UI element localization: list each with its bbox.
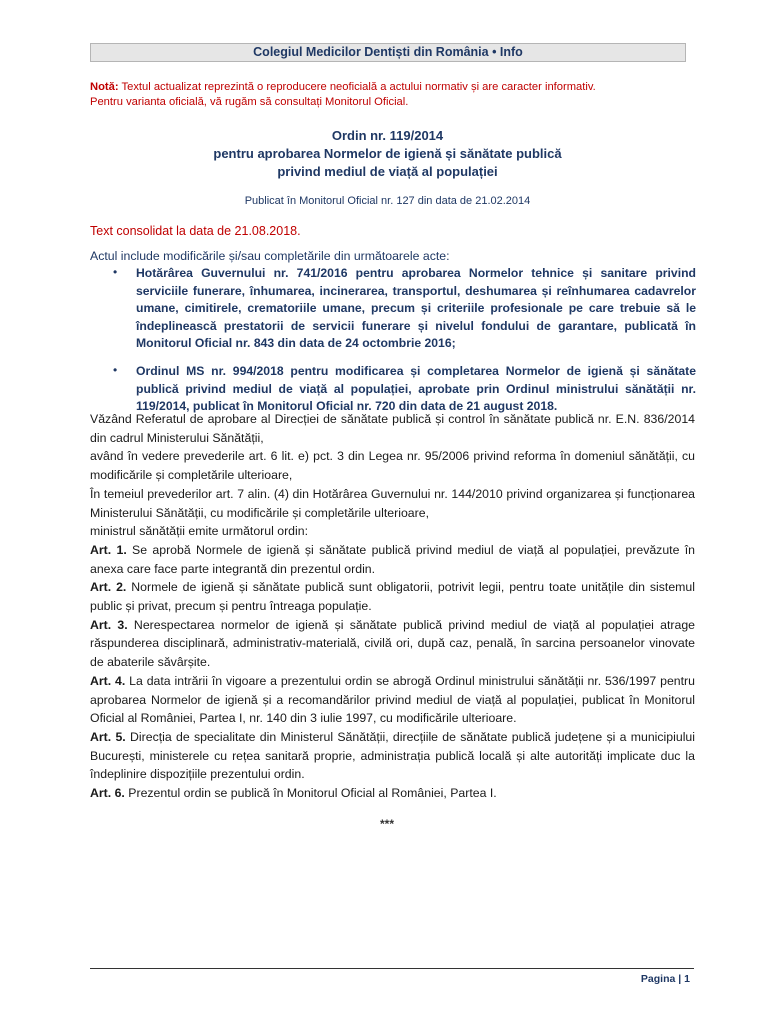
section-separator: ***	[380, 817, 395, 831]
page-footer	[641, 973, 690, 985]
article	[90, 541, 695, 578]
preamble-paragraph: Văzând Referatul de aprobare al Direcției de sănătate publică și control în sănătate publică nr. E.N. 836/2014 din cadrul Ministerului Sănătății,	[90, 412, 695, 445]
article	[90, 616, 695, 672]
article-text: Se aprobă Normele de igienă și sănătate publică privind mediul de viață al populației, prevăzute în anexa care face parte integrantă din prezentul ordin.	[90, 542, 695, 576]
footer-divider: |	[678, 973, 682, 985]
article	[90, 578, 695, 615]
preamble-paragraph: În temeiul prevederilor art. 7 alin. (4) din Hotărârea Guvernului nr. 144/2010 privind organizarea și funcționarea Ministerului Sănătății, cu modificările și completările ulterioare,	[90, 486, 695, 520]
preamble-paragraph: având în vedere prevederile art. 6 lit. e) pct. 3 din Legea nr. 95/2006 privind reforma în domeniul sănătății, cu modificările și completările ulterioare,	[90, 449, 695, 483]
document-subtitle-1: pentru aprobarea Normelor de igienă și sănătate publică	[213, 146, 562, 161]
article	[90, 728, 695, 784]
article-text: Direcția de specialitate din Ministerul Sănătății, direcțiile de sănătate publică județene și a municipiului București, ministerele cu rețea sanitară proprie, administrația publică locală și alte autorități implicate duc la îndeplinire dispozițiile prezentului ordin.	[90, 729, 695, 782]
note-line-1: Textul actualizat reprezintă o reproducere neoficială a actului normativ și are caracter informativ.	[118, 81, 596, 93]
amendment-item: Hotărârea Guvernului nr. 741/2016 pentru aprobarea Normelor tehnice și sanitare privind serviciile funerare, înhumarea, incinerarea, transportul, deshumarea și reînhumarea cadavrelor umane, cimitirele, crematoriile umane, precum și criteriile profesionale pe care trebuie să le îndeplinească prestatorii de servicii funerare și nivelul fondului de garantare, publicată în Monitorul Oficial nr. 843 din data de 24 octombrie 2016;	[136, 266, 696, 350]
article-text: Nerespectarea normelor de igienă și sănătate publică privind mediul de viață al populației atrage răspunderea disciplinară, administrativ-materială, civilă ori, după caz, penală, în sarcina persoanelor vinovate de abaterile săvârșite.	[90, 617, 695, 670]
article-label: Art. 5.	[90, 729, 126, 744]
page-header: Colegiul Medicilor Dentiști din România • Info	[90, 43, 686, 62]
preamble	[90, 410, 695, 803]
article-text: Prezentul ordin se publică în Monitorul Oficial al României, Partea I.	[124, 786, 497, 801]
consolidated-date: Text consolidat la data de 21.08.2018.	[90, 224, 301, 238]
article	[90, 672, 695, 728]
disclaimer-note	[90, 80, 690, 110]
footer-page-label: Pagina	[640, 973, 676, 985]
bullet-icon: •	[113, 363, 118, 377]
article-text: La data intrării în vigoare a prezentului ordin se abrogă Ordinul ministrului sănătății nr. 536/1997 pentru aprobarea Normelor de igienă și a recomandărilor privind mediul de viață al populației, publicat în Monitorul Oficial al României, Partea I, nr. 140 din 3 iulie 1997, cu modificările ulterioare.	[90, 673, 695, 726]
document-subtitle-2: privind mediul de viață al populației	[277, 164, 498, 179]
article-text: Normele de igienă și sănătate publică sunt obligatorii, potrivit legii, pentru toate unitățile din sistemul public și privat, precum și pentru întreaga populație.	[90, 580, 695, 614]
amendments-intro: Actul include modificările și/sau completările din următoarele acte:	[90, 249, 450, 263]
article-label: Art. 2.	[90, 580, 127, 595]
article-label: Art. 1.	[90, 542, 127, 557]
footer-rule	[90, 968, 694, 969]
article-label: Art. 4.	[90, 673, 126, 688]
article-label: Art. 3.	[90, 617, 128, 632]
footer-page-number: 1	[684, 973, 690, 985]
article-label: Art. 6.	[90, 786, 125, 801]
publication-info: Publicat în Monitorul Oficial nr. 127 din data de 21.02.2014	[244, 195, 531, 207]
bullet-icon: •	[113, 265, 118, 279]
article	[90, 784, 695, 803]
document-title: Ordin nr. 119/2014	[331, 128, 444, 143]
note-label: Notă:	[90, 81, 119, 93]
amendment-item: Ordinul MS nr. 994/2018 pentru modificarea și completarea Normelor de igienă și sănătate publică privind mediul de viață al populației, aprobate prin Ordinul ministrului sănătății nr. 119/2014, publicat în Monitorul Oficial nr. 720 din data de 21 august 2018.	[136, 364, 696, 413]
preamble-paragraph: ministrul sănătății emite următorul ordin:	[90, 524, 309, 539]
note-line-2: Pentru varianta oficială, vă rugăm să consultați Monitorul Oficial.	[90, 96, 409, 108]
